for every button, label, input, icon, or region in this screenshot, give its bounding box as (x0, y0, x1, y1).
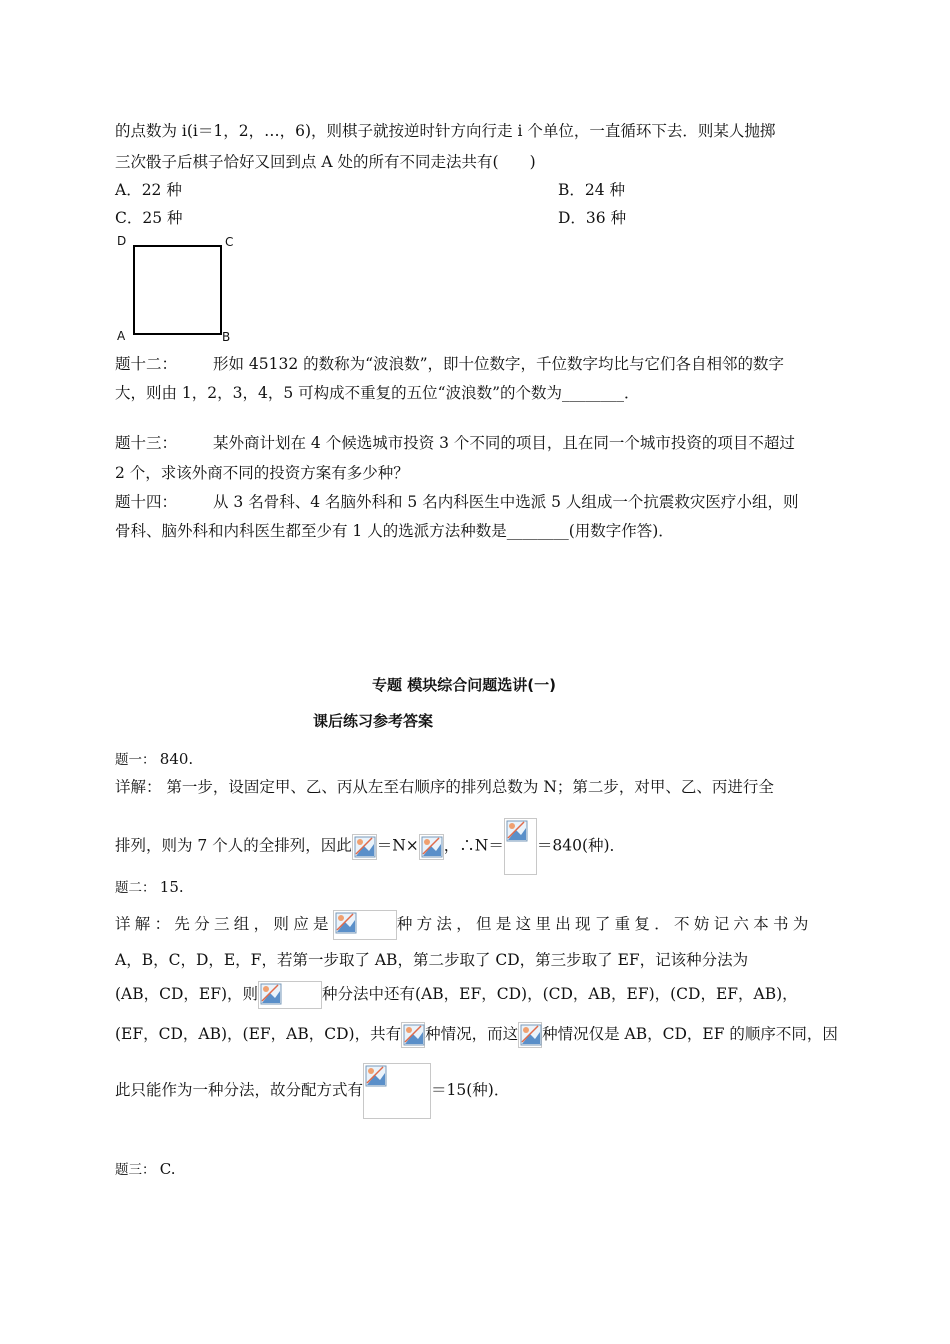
q12-line2: 大，则由 1，2，3，4，5 可构成不重复的五位“波浪数”的个数为________． (115, 384, 640, 402)
a2-d5-b: ＝15(种)． (431, 1081, 510, 1099)
a1-header (115, 748, 193, 771)
q12-label: 题十二： (115, 355, 178, 373)
q13-line2: 2 个，求该外商不同的投资方案有多少种？ (115, 464, 409, 482)
q11-option-c: C．25 种 (115, 209, 183, 227)
square-figure-svg (113, 232, 243, 346)
square-figure (113, 232, 243, 346)
a2-detail2: A，B，C，D，E，F，若第一步取了 AB，第二步取了 CD，第三步取了 EF，记该种分法为 (115, 951, 749, 969)
section-subtitle: 课后练习参考答案 (313, 712, 434, 730)
q11-line2: 三次骰子后棋子恰好又回到点 A 处的所有不同走法共有( ) (115, 153, 536, 171)
q11-option-a: A．22 种 (115, 181, 182, 199)
a2-d1-b: 种方法，但是这里出现了重复．不妨记六本书为 (396, 915, 813, 933)
q13-text1: 某外商计划在 4 个候选城市投资 3 个不同的项目，且在同一个城市投资的项目不超过 (213, 434, 795, 452)
a3-answer: C. (159, 1160, 176, 1178)
q11-line1: 的点数为 i(i＝1，2，…，6)，则棋子就按逆时针方向行走 i 个单位，一直循环下去．则某人抛掷 (115, 122, 776, 140)
broken-image-icon (504, 818, 537, 875)
a1-answer: 840. (159, 750, 194, 768)
a2-d3-b: 种分法中还有(AB，EF，CD)，(CD，AB，EF)，(CD，EF，AB)， (322, 985, 798, 1003)
a2-detail1 (115, 910, 813, 940)
broken-image-icon (401, 1022, 425, 1048)
section-title: 专题 模块综合问题选讲(一) (372, 676, 556, 694)
square-shape (134, 246, 221, 334)
q12-line1 (115, 353, 784, 375)
a2-answer: 15. (159, 878, 184, 896)
broken-image-icon (352, 834, 377, 860)
q14-label: 题十四： (115, 493, 178, 511)
broken-image-icon (518, 1022, 542, 1048)
broken-image-icon (363, 1063, 431, 1119)
q12-text1: 形如 45132 的数称为“波浪数”，即十位数字，千位数字均比与它们各自相邻的数字 (213, 355, 785, 373)
a1-detail2-b: ＝N× (376, 836, 419, 855)
a2-d4-b: 种情况，而这 (425, 1025, 519, 1043)
q11-options-row1 (115, 179, 626, 201)
q14-line2: 骨科、脑外科和内科医生都至少有 1 人的选派方法种数是________(用数字作答)． (115, 522, 674, 540)
q13-label: 题十三： (115, 434, 178, 452)
a2-detail3 (115, 981, 798, 1009)
q13-line1 (115, 432, 795, 454)
vertex-b-label: B (222, 330, 231, 344)
a3-header (115, 1158, 176, 1181)
q11-options-row2 (115, 207, 627, 229)
q14-text1: 从 3 名骨科、4 名脑外科和 5 名内科医生中选派 5 人组成一个抗震救灾医疗小组，则 (213, 493, 799, 511)
a1-detail2-a: 排列，则为 7 个人的全排列，因此 (115, 836, 352, 855)
a2-detail5 (115, 1062, 509, 1119)
vertex-c-label: C (225, 235, 234, 249)
a2-d3-a: (AB，CD，EF)，则 (115, 985, 259, 1003)
a1-detail2-c: ，∴N＝ (443, 836, 504, 855)
a2-header (115, 876, 184, 899)
broken-image-icon (419, 834, 444, 860)
a1-label: 题一： (115, 752, 156, 768)
a2-d4-a: (EF，CD，AB)，(EF，AB，CD)，共有 (115, 1025, 402, 1043)
q11-option-d: D．36 种 (558, 209, 627, 227)
a2-d1-a: 详解：先分三组，则应是 (115, 915, 333, 933)
a1-detail2-d: ＝840(种)． (536, 836, 626, 855)
vertex-d-label: D (117, 234, 127, 248)
q14-line1 (115, 491, 798, 513)
a1-detail2 (115, 818, 625, 875)
a2-detail4 (115, 1022, 838, 1048)
vertex-a-label: A (117, 329, 126, 343)
a3-label: 题三： (115, 1162, 156, 1178)
broken-image-icon (333, 910, 397, 940)
broken-image-icon (258, 981, 322, 1009)
a2-d4-c: 种情况仅是 AB，CD，EF 的顺序不同，因 (542, 1025, 838, 1043)
a2-d5-a: 此只能作为一种分法，故分配方式有 (115, 1081, 364, 1099)
a1-detail1: 详解： 第一步，设固定甲、乙、丙从左至右顺序的排列总数为 N；第二步，对甲、乙、丙进行全 (115, 778, 774, 796)
q11-option-b: B．24 种 (558, 181, 626, 199)
a2-label: 题二： (115, 880, 156, 896)
